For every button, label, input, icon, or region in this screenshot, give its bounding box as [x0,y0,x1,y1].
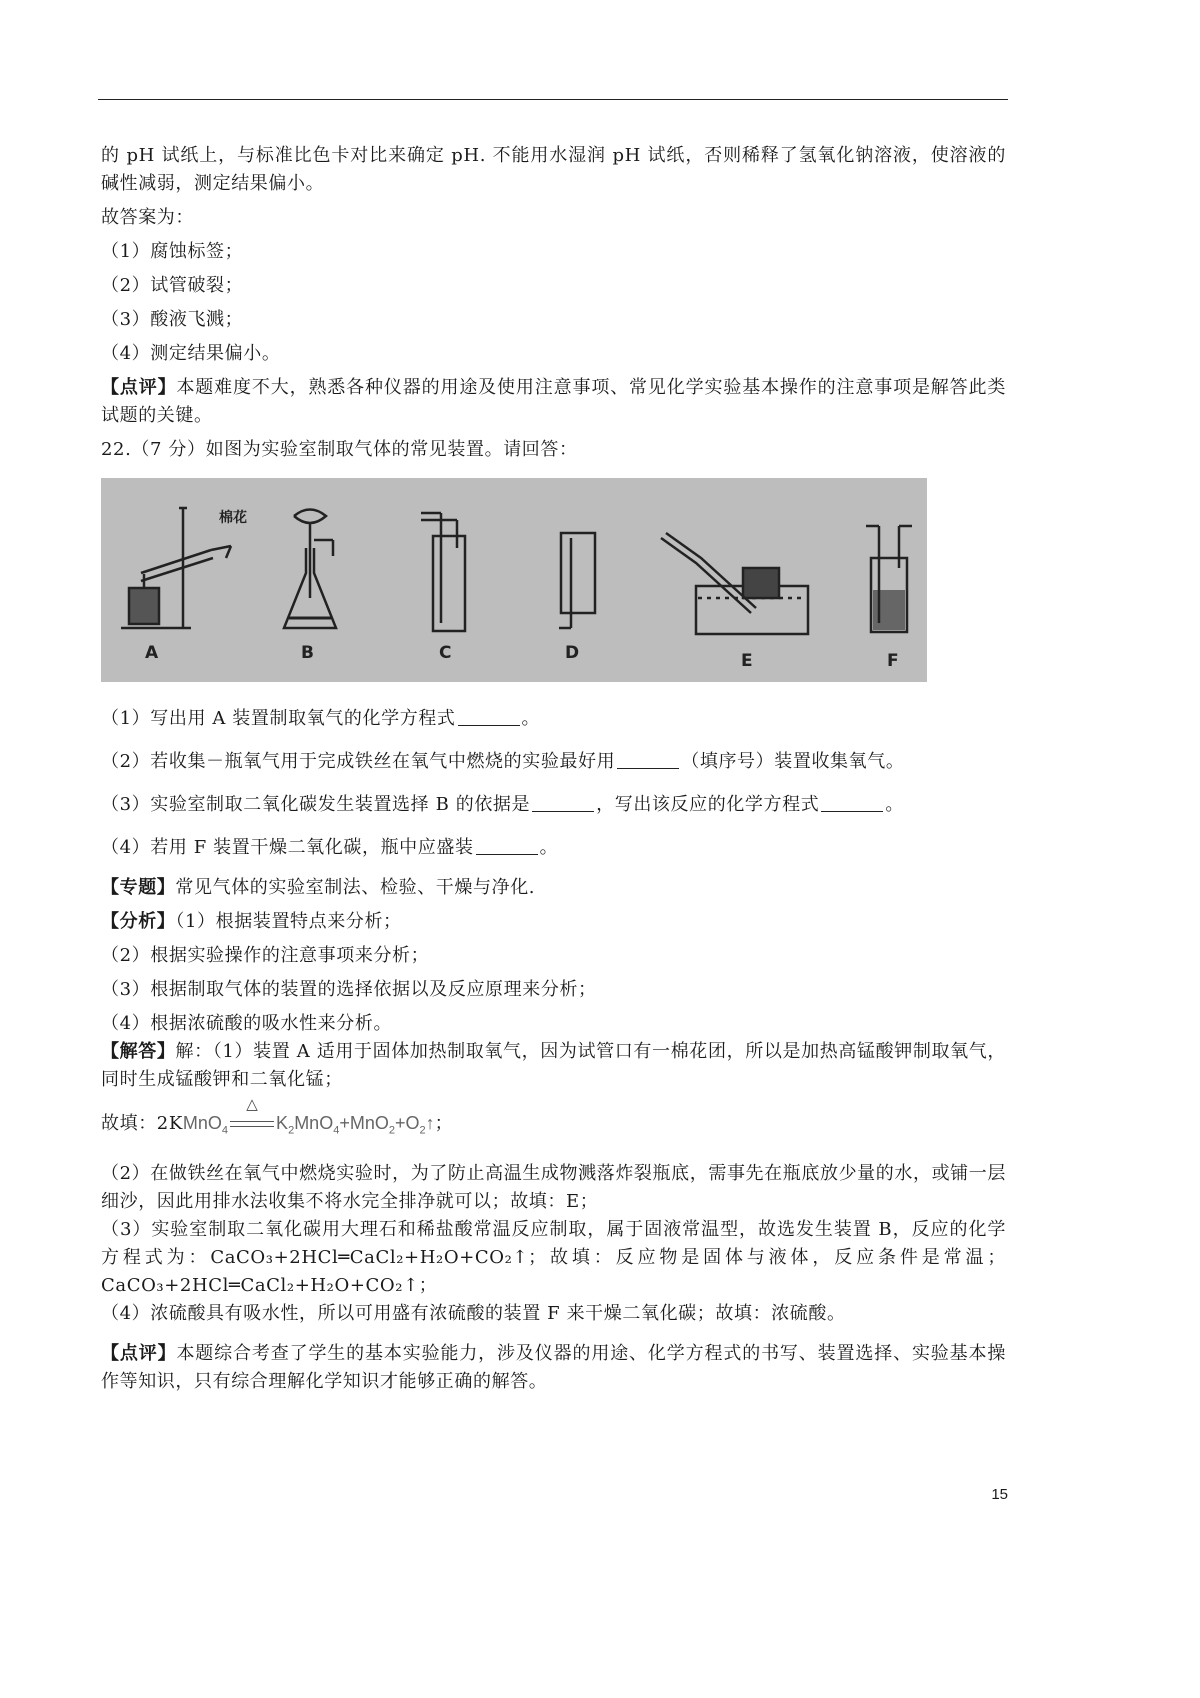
subquestion-4: （4）若用 F 装置干燥二氧化碳，瓶中应盛装 。 [101,837,559,858]
figure-label-e: E [741,651,753,671]
answer-blank [821,795,883,812]
review-text: 本题难度不大，熟悉各种仪器的用途及使用注意事项、常见化学实验基本操作的注意事项是解答此类试题的关键。 [101,377,1006,426]
answer-item-4: （4）测定结果偏小。 [101,343,281,364]
apparatus-figure [101,478,927,682]
answer-blank [476,838,538,855]
figure-label-a: A [145,643,159,663]
answer-blank [617,752,679,769]
topic-paragraph: 【专题】常见气体的实验室制法、检验、干燥与净化. [101,877,536,898]
solution-answer-2: （2）在做铁丝在氧气中燃烧实验时，为了防止高温生成物溅落炸裂瓶底，需事先在瓶底放少量的水，或铺一层细沙，因此用排水法收集不将水完全排净就可以；故填：E； [101,1162,1006,1212]
analysis-tag: 【分析】 [101,911,176,932]
solution-answer-1: 【解答】解：（1）装置 A 适用于固体加热制取氧气，因为试管口有一棉花团，所以是加热高锰酸钾制取氧气，同时生成锰酸钾和二氧化锰； [101,1041,1006,1090]
answer-blank [458,709,520,726]
page-number: 15 [991,1486,1008,1503]
solution-answer-4: （4）浓硫酸具有吸水性，所以可用盛有浓硫酸的装置 F 来干燥二氧化碳；故填：浓硫酸。 [101,1302,846,1324]
answer-tag: 【解答】 [101,1041,176,1062]
solution-answer-3: （3）实验室制取二氧化碳用大理石和稀盐酸常温反应制取，属于固液常温型，故选发生装置 B，反应的化学方程式为：CaCO₃+2HCl═CaCl₂+H₂O+CO₂↑；故填：反应物是固体与液体，反应条件是常温；CaCO₃+2HCl═CaCl₂+H₂O+CO₂↑； [101,1218,1006,1296]
heat-condition: △ [246,1096,258,1113]
apparatus-drawing [101,478,927,682]
analysis-item-3: （3）根据制取气体的装置的选择依据以及反应原理来分析； [101,979,597,1000]
header-rule [98,99,1008,100]
answer-intro: 故答案为： [101,207,194,228]
cotton-label: 棉花 [219,510,247,526]
review-paragraph-2: 【点评】本题综合考查了学生的基本实验能力，涉及仪器的用途、化学方程式的书写、装置选择、实验基本操作等知识，只有综合理解化学知识才能够正确的解答。 [101,1342,1006,1392]
answer-blank [532,795,594,812]
figure-label-f: F [887,651,899,671]
review-tag: 【点评】 [101,1342,177,1364]
subquestion-2: （2）若收集－瓶氧气用于完成铁丝在氧气中燃烧的实验最好用 （填序号）装置收集氧气。 [101,751,905,772]
review-tag: 【点评】 [101,377,177,398]
topic-tag: 【专题】 [101,877,176,898]
page-content [101,142,1006,1396]
question-title: 22.（7 分）如图为实验室制取气体的常见装置。请回答： [101,439,578,460]
figure-label-b: B [301,643,314,663]
chemical-equation: MnO$_4$ △ $K_2MnO_4+MnO_2+O_2↑$ [183,1113,435,1133]
analysis-item-1: 【分析】（1）根据装置特点来分析； [101,911,402,932]
analysis-item-4: （4）根据浓硫酸的吸水性来分析。 [101,1013,393,1034]
figure-label-c: C [439,643,452,663]
analysis-item-2: （2）根据实验操作的注意事项来分析； [101,945,430,966]
subquestion-3: （3）实验室制取二氧化碳发生装置选择 B 的依据是 ，写出该反应的化学方程式 。 [101,794,904,815]
equation-line: 故填：2KMnO$_4$ △ $K_2MnO_4+MnO_2+O_2↑$； [101,1109,1006,1145]
figure-label-d: D [565,643,580,663]
review-paragraph-1 [101,374,1006,430]
answer-item-1: （1）腐蚀标签； [101,241,244,262]
continued-paragraph: 的 pH 试纸上，与标准比色卡对比来确定 pH. 不能用水湿润 pH 试纸，否则稀释了氢氧化钠溶液，使溶液的碱性减弱，测定结果偏小。 [101,145,1006,194]
subquestion-1: （1）写出用 A 装置制取氧气的化学方程式 。 [101,708,541,729]
answer-item-3: （3）酸液飞溅； [101,309,244,330]
answer-item-2: （2）试管破裂； [101,275,244,296]
